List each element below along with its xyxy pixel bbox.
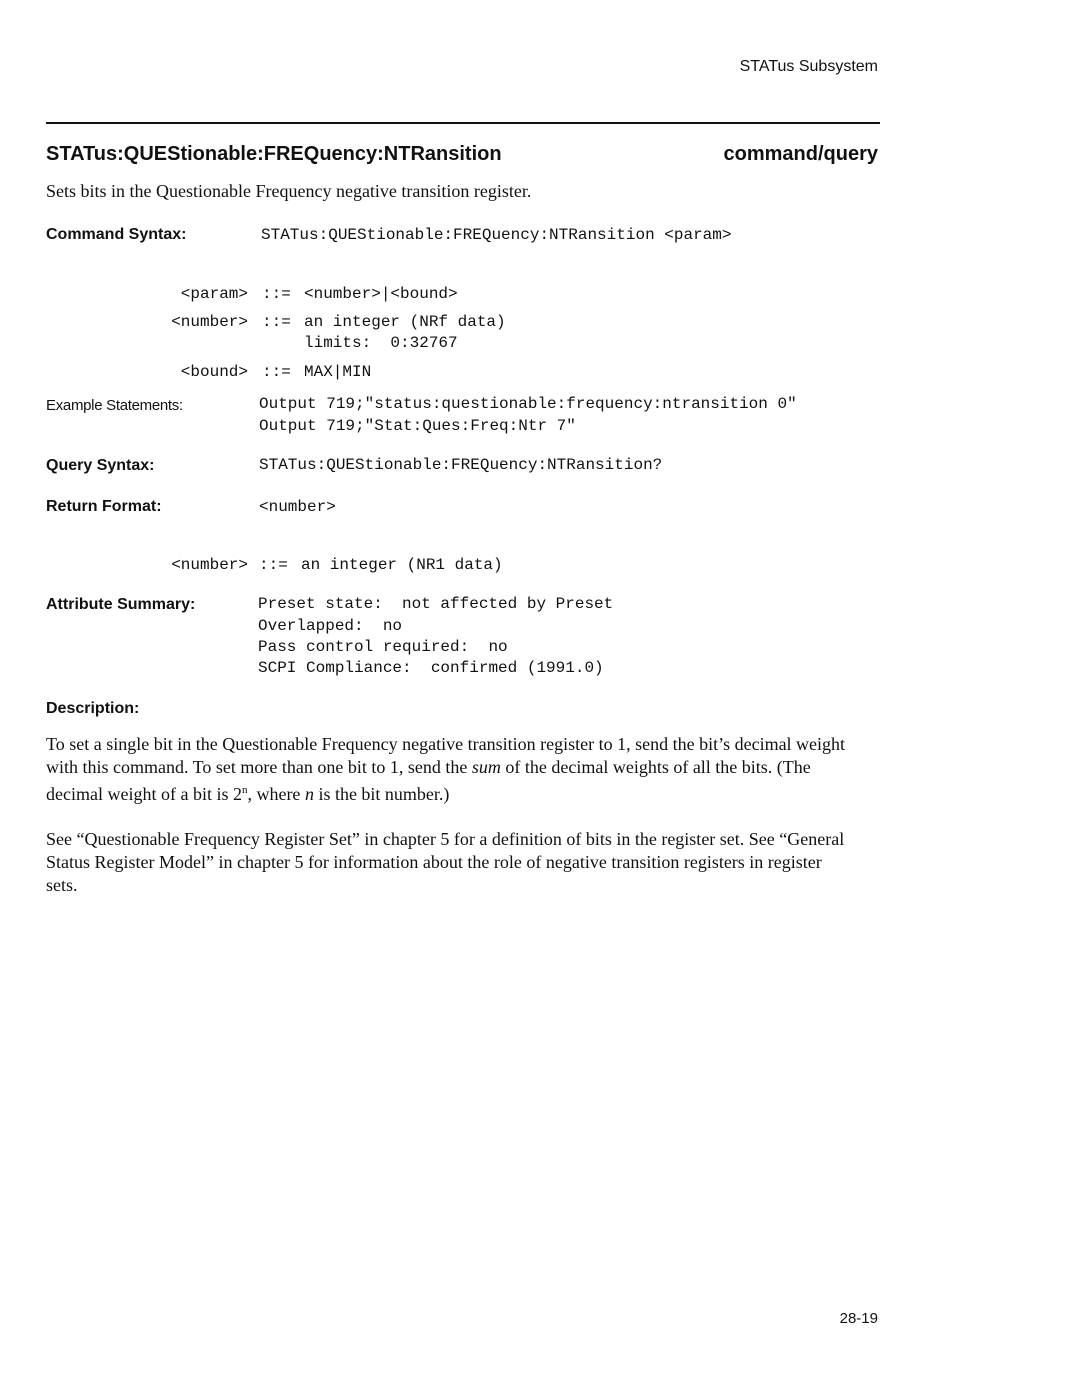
running-header: STATus Subsystem — [739, 58, 878, 75]
attribute-line: Preset state: not affected by Preset — [258, 595, 614, 613]
def-op-number: ::= — [262, 313, 291, 331]
command-title: STATus:QUEStionable:FREQuency:NTRansition — [46, 143, 502, 165]
def-op-param: ::= — [262, 285, 291, 303]
def-value-param: <number>|<bound> — [304, 285, 458, 303]
header-rule — [46, 122, 880, 124]
def-term-param: <param> — [180, 285, 248, 303]
return-format-value: <number> — [259, 498, 336, 516]
example-line: Output 719;"status:questionable:frequency:ntransition 0" — [259, 395, 797, 413]
return-def-value: an integer (NR1 data) — [301, 556, 503, 574]
description-label: Description: — [46, 700, 140, 717]
query-syntax-value: STATus:QUEStionable:FREQuency:NTRansition? — [259, 456, 663, 474]
description-paragraph-1: To set a single bit in the Questionable Frequency negative transition register to 1, send the bit’s decimal weight with this command. To set more than one bit to 1, send the sum of the decimal weights of all the bits. (The decimal weight of a bit is 2$^n$, where n is the bit number.) — [46, 734, 846, 804]
command-type: command/query — [723, 143, 878, 165]
return-format-label: Return Format: — [46, 498, 162, 515]
return-def-term: <number> — [171, 556, 248, 574]
attribute-line: Pass control required: no — [258, 638, 508, 656]
return-def-op: ::= — [259, 556, 288, 574]
query-syntax-label: Query Syntax: — [46, 457, 155, 474]
command-syntax-label: Command Syntax: — [46, 226, 187, 243]
page-number: 28-19 — [839, 1310, 878, 1327]
attribute-line: Overlapped: no — [258, 617, 403, 635]
def-term-number: <number> — [171, 313, 248, 331]
description-paragraph-2: See “Questionable Frequency Register Set” in chapter 5 for a definition of bits in the register set. See “General Status Register Model” in chapter 5 for information about the role of negative transition registers in register sets. — [46, 829, 845, 895]
def-op-bound: ::= — [262, 363, 291, 381]
command-syntax-value: STATus:QUEStionable:FREQuency:NTRansition <param> — [261, 226, 732, 244]
attribute-summary-label: Attribute Summary: — [46, 596, 196, 613]
def-term-bound: <bound> — [180, 363, 248, 381]
attribute-line: SCPI Compliance: confirmed (1991.0) — [258, 659, 604, 677]
example-line: Output 719;"Stat:Ques:Freq:Ntr 7" — [259, 417, 576, 435]
command-summary: Sets bits in the Questionable Frequency negative transition register. — [46, 181, 532, 201]
def-value-number: an integer (NRf data) — [304, 313, 506, 331]
example-statements-label: Example Statements: — [46, 397, 183, 414]
def-value-limits: limits: 0:32767 — [304, 334, 458, 352]
def-value-bound: MAX|MIN — [304, 363, 372, 381]
